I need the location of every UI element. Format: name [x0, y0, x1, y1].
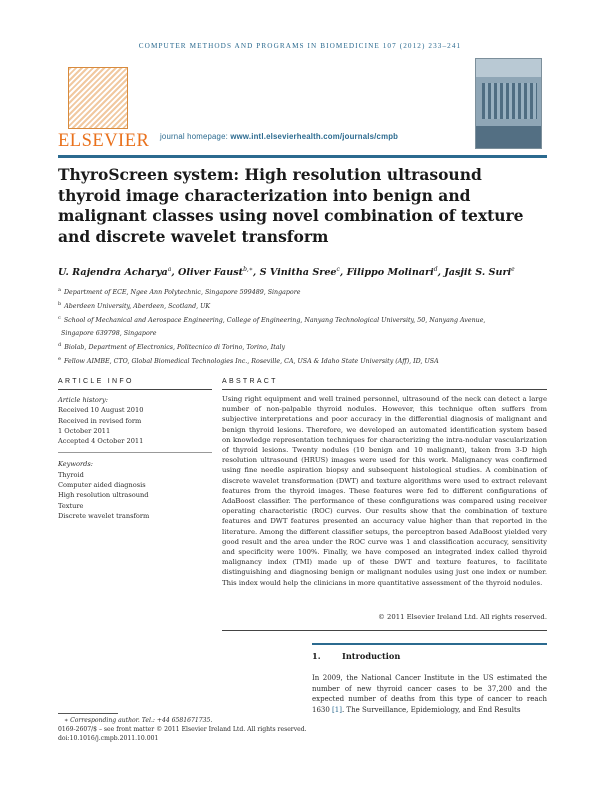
abstract-copyright: © 2011 Elsevier Ireland Ltd. All rights reserved. [377, 613, 547, 621]
article-title: ThyroScreen system: High resolution ultrasound thyroid image characterization into benign and malignant classes using novel combination of texture and discrete wavelet transform [58, 165, 524, 246]
author-affiliation-marker: e [511, 266, 515, 273]
info-separator [58, 452, 212, 453]
abstract-end-rule [222, 630, 547, 631]
author-name: Filippo Molinari [346, 267, 434, 279]
intro-text: . The Surveillance, Epidemiology, and End Results [341, 705, 521, 714]
keywords-label: Keywords: [58, 460, 93, 469]
affiliation-marker: d [58, 342, 62, 349]
affiliation-text: Aberdeen University, Aberdeen, Scotland, UK [64, 302, 211, 310]
affiliation-text: Fellow AIMBE, CTO, Global Biomedical Technologies Inc., Roseville, CA, USA & Idaho State University (Aff), ID, USA [63, 358, 439, 366]
keyword: Texture [58, 501, 84, 510]
affiliation-marker: e [58, 355, 61, 362]
author-affiliation-marker: a [167, 266, 172, 273]
corresponding-author-note: ∗ Corresponding author. Tel.: +44 6581671735. [64, 717, 213, 724]
homepage-prefix: journal homepage: [160, 132, 231, 141]
intro-paragraph [312, 673, 547, 715]
keyword: Discrete wavelet transform [58, 511, 150, 520]
affiliation-text: Singapore 639798, Singapore [61, 330, 157, 338]
author-separator: , [339, 267, 347, 279]
author-separator: , [171, 267, 179, 279]
affiliation-marker: c [58, 314, 61, 321]
author-name: S Vinitha Sree [259, 267, 337, 279]
section-number: 1. [312, 651, 321, 661]
keyword: High resolution ultrasound [58, 491, 149, 500]
author-separator: , [252, 267, 260, 279]
intro-text: In 2009, the National Cancer Institute in the US estimated the number of new thyroid cancer cases to be 37,200 and the expected number of deaths from this type of cancer to reach 1630 [312, 674, 547, 714]
author-name: U. Rajendra Acharya [58, 267, 168, 279]
affiliation [58, 354, 547, 368]
author-separator: , [437, 267, 445, 279]
elsevier-tree-icon [68, 67, 128, 129]
abstract-heading: ABSTRACT [222, 378, 278, 385]
journal-homepage [160, 132, 398, 141]
elsevier-logo [58, 65, 150, 153]
journal-cover-thumbnail [475, 58, 542, 149]
intro-section-heading [312, 651, 400, 661]
author-affiliation-marker: b,∗ [243, 266, 253, 273]
abstract-rule [222, 389, 547, 390]
affiliation-text: Department of ECE, Ngee Ann Polytechnic, Singapore 599489, Singapore [63, 289, 301, 297]
history-line: Received 10 August 2010 [58, 406, 144, 415]
footnote-rule [58, 713, 118, 714]
history-line: 1 October 2011 [58, 426, 111, 435]
citation-link[interactable]: [1] [332, 705, 342, 714]
footnotes [58, 716, 308, 744]
header-rule [58, 155, 547, 158]
section-title: Introduction [342, 651, 401, 661]
history-label: Article history: [58, 396, 108, 404]
affiliation [58, 285, 547, 299]
author-name: Oliver Faust [178, 267, 244, 279]
intro-rule [312, 643, 547, 645]
author-affiliation-marker: c [336, 266, 340, 273]
affiliation-marker: a [58, 287, 61, 293]
affiliation [58, 326, 547, 340]
affiliation-text: School of Mechanical and Aerospace Engineering, College of Engineering, Nanyang Technological University, 50, Nanyang Avenue, [63, 316, 486, 324]
article-info-panel [58, 395, 212, 521]
front-matter-line: 0169-2607/$ – see front matter © 2011 Elsevier Ireland Ltd. All rights reserved. [58, 726, 307, 734]
author-name: Jasjit S. Suri [444, 267, 512, 279]
doi-line[interactable]: doi:10.1016/j.cmpb.2011.10.001 [58, 735, 159, 743]
affiliation [58, 340, 547, 354]
article-info-rule [58, 389, 212, 390]
homepage-link[interactable]: www.intl.elsevierhealth.com/journals/cmpb [230, 132, 399, 141]
author-list [58, 266, 547, 278]
affiliation [58, 313, 547, 327]
journal-header-line: COMPUTER METHODS AND PROGRAMS IN BIOMEDICINE 107 (2012) 233–241 [138, 42, 462, 50]
author-affiliation-marker: d [433, 266, 438, 273]
affiliation-list [58, 285, 547, 368]
history-line: Received in revised form [58, 416, 142, 425]
keyword: Thyroid [58, 470, 84, 479]
elsevier-wordmark: ELSEVIER [58, 131, 150, 151]
affiliation [58, 299, 547, 313]
article-info-heading: ARTICLE INFO [58, 378, 134, 385]
affiliation-marker: b [58, 300, 62, 307]
affiliation-text: Biolab, Department of Electronics, Politecnico di Torino, Torino, Italy [64, 344, 286, 352]
abstract-text: Using right equipment and well trained personnel, ultrasound of the neck can detect a large number of non-palpable thyroid nodules. However, this technique often suffers from subjective interpretations and poor accuracy in the differential diagnosis of malignant and benign thyroid lesions. Therefore, we developed an automated identification system based on knowledge representation techniques for characterizing the intra-nodular vascularization of thyroid lesions. Twenty nodules (10 benign and 10 malignant), taken from 3-D high resolution ultrasound (HRUS) images were used for this work. Malignancy was confirmed using fine needle aspiration biopsy and subsequent histological studies. A combination of discrete wavelet transformation (DWT) and texture algorithms were used to extract relevant features from the thyroid images. These features were fed to different configurations of AdaBoost classifier. The performance of these configurations was compared using receiver operating characteristic (ROC) curves. Our results show that the combination of texture features and DWT features presented an accuracy value higher than that reported in the literature. Among the different classifier setups, the perceptron based AdaBoost yielded very good result and the area under the ROC curve was 1 and classification accuracy, sensitivity and specificity were 100%. Finally, we have composed an integrated index called thyroid malignancy index (TMI) made up of these DWT and texture features, to facilitate distinguishing and diagnosing benign or malignant nodules using just one index or number. This index would help the clinicians in more quantitative assessment of the thyroid nodules. [222, 395, 547, 587]
history-line: Accepted 4 October 2011 [58, 437, 144, 446]
keyword: Computer aided diagnosis [58, 481, 146, 490]
